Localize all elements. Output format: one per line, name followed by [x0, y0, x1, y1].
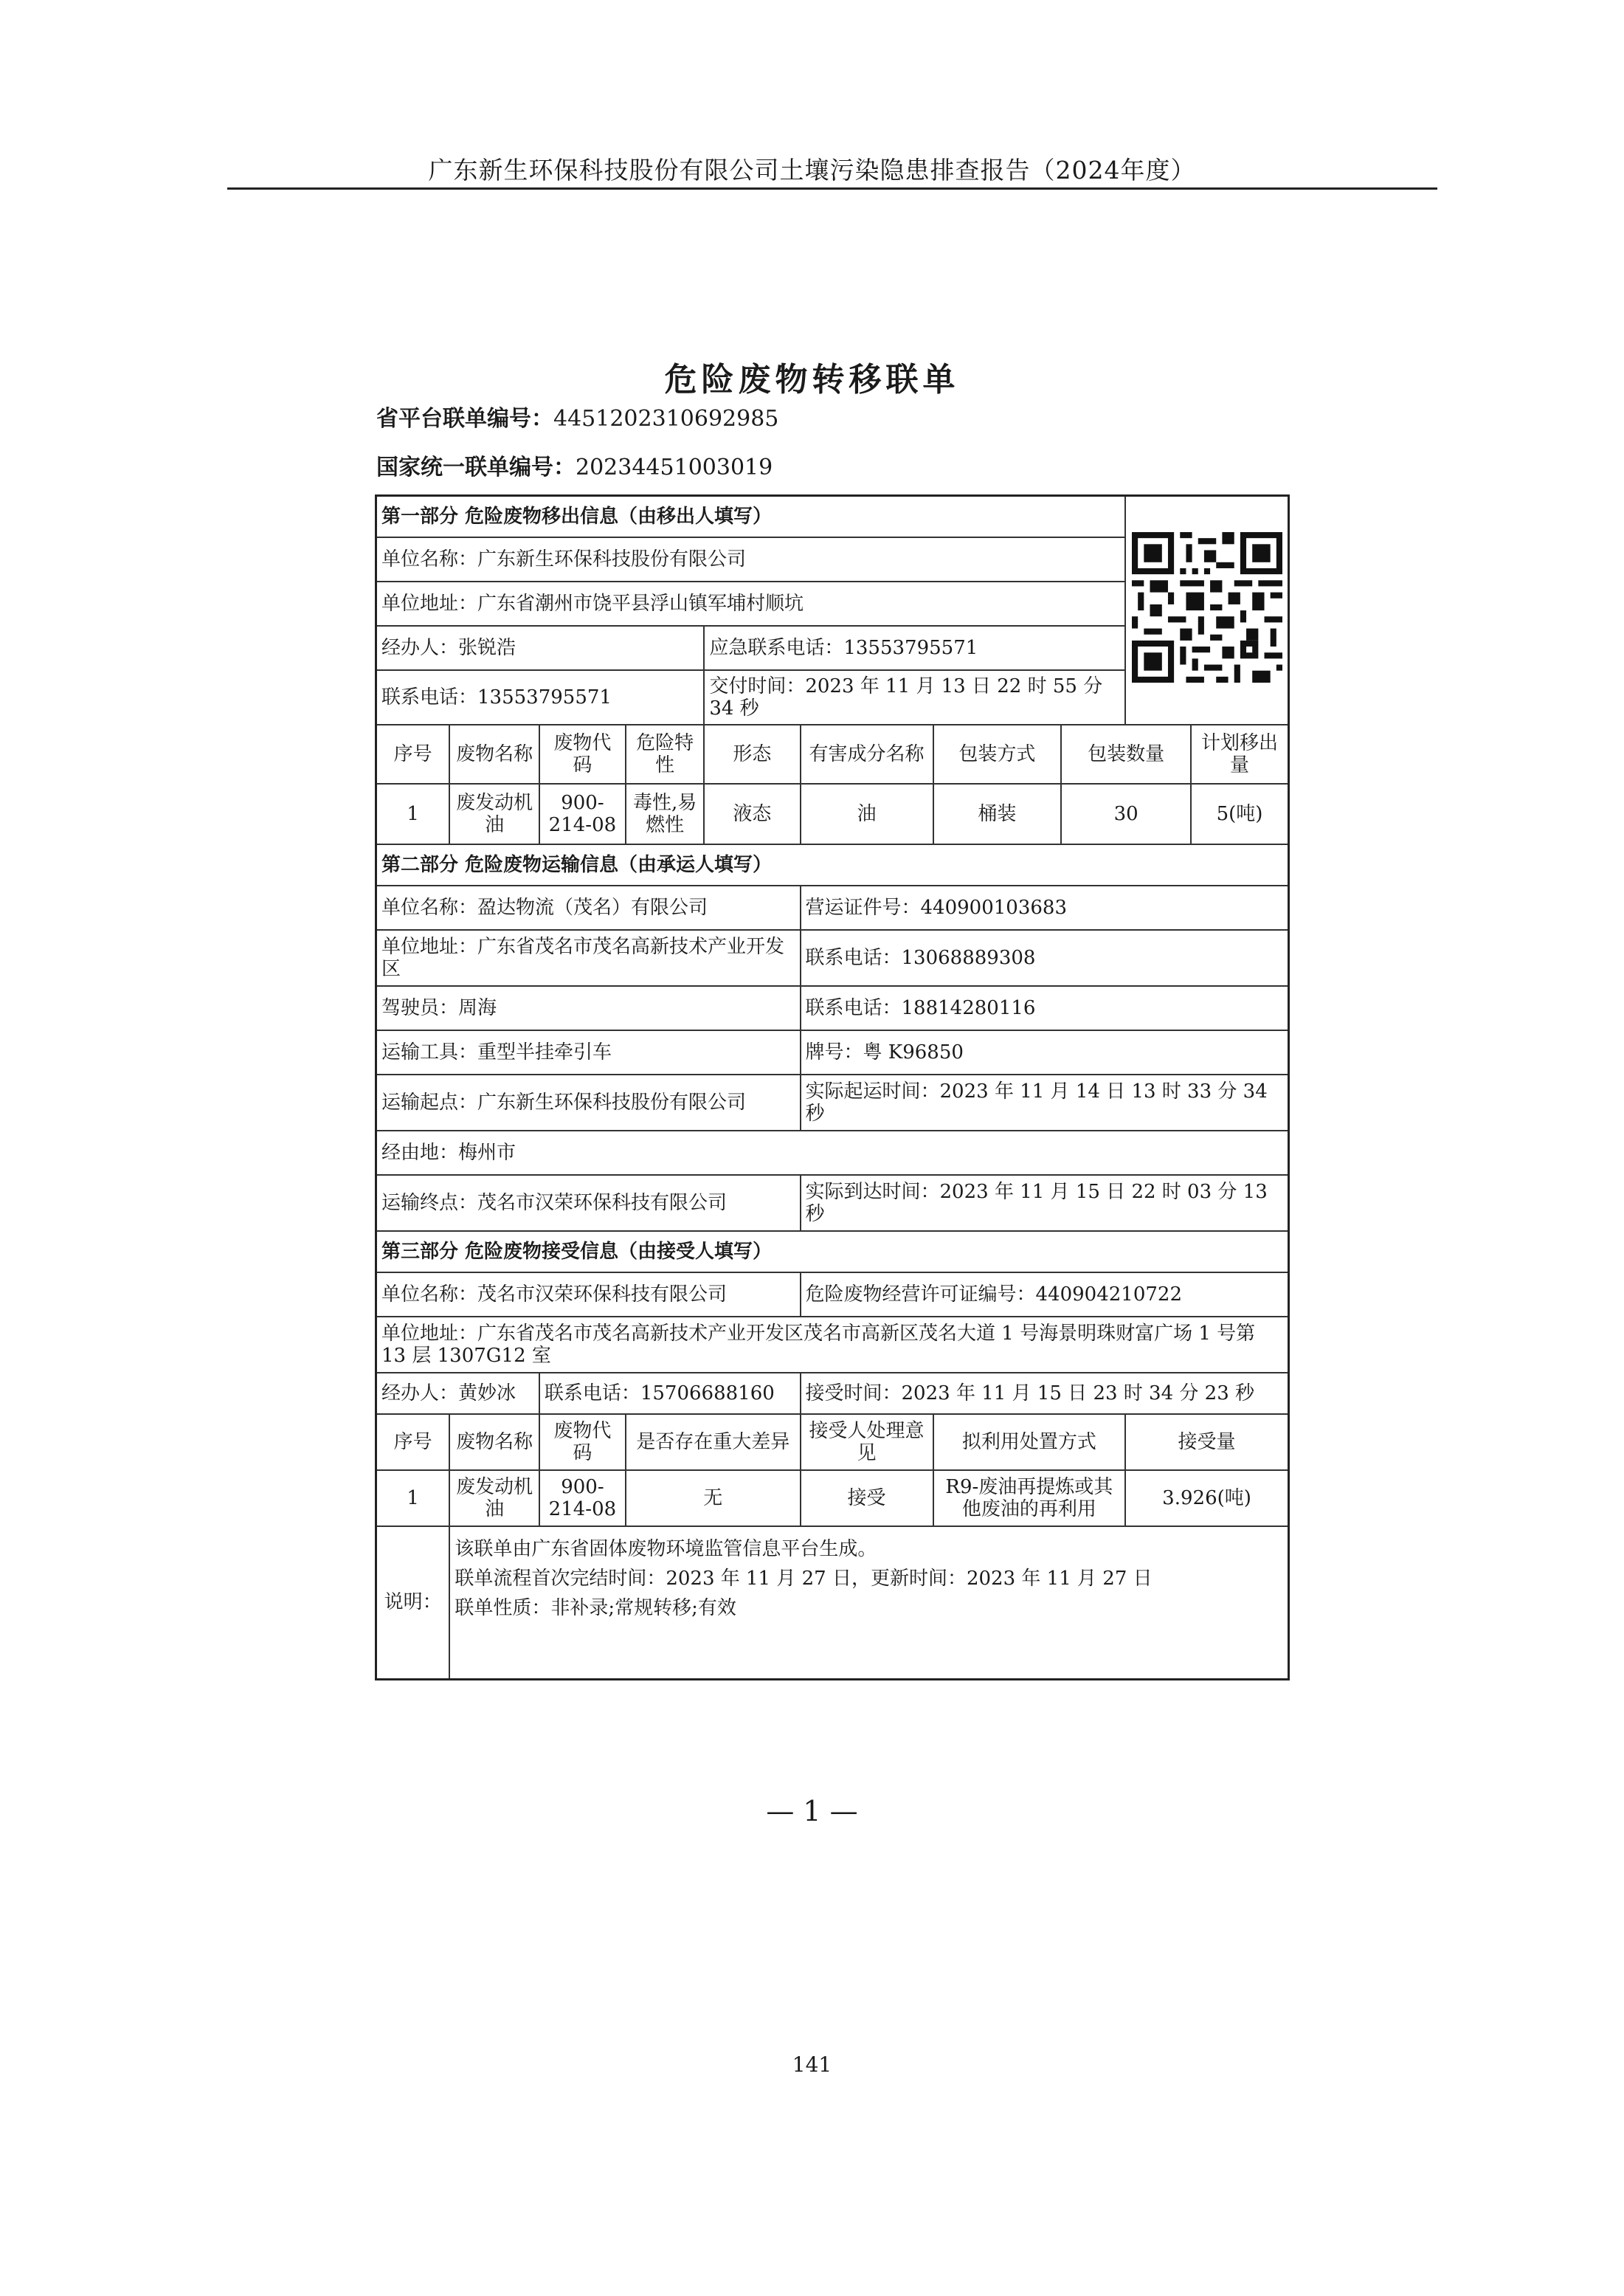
part1-col-header: 序号: [376, 725, 450, 784]
part2-depart-time: 实际起运时间：2023 年 11 月 14 日 13 时 33 分 34 秒: [801, 1075, 1289, 1131]
part2-plate: 牌号：粤 K96850: [801, 1030, 1289, 1075]
part1-cell: 液态: [704, 784, 800, 844]
part1-cell: 桶装: [933, 784, 1062, 844]
part1-unit-address: 单位地址：广东省潮州市饶平县浮山镇军埔村顺坑: [376, 582, 1126, 626]
national-number-line: [376, 449, 773, 481]
part3-receive-time: 接受时间：2023 年 11 月 15 日 23 时 34 分 23 秒: [801, 1373, 1289, 1414]
notes-line: 联单性质：非补录;常规转移;有效: [455, 1596, 736, 1619]
part1-cell: 油: [801, 784, 933, 844]
part1-handler: 经办人：张锐浩: [376, 626, 705, 670]
part3-col-header: 拟利用处置方式: [933, 1414, 1125, 1470]
part1-col-header: 废物名称: [449, 725, 539, 784]
part2-arrive-time: 实际到达时间：2023 年 11 月 15 日 22 时 03 分 13 秒: [801, 1175, 1289, 1231]
part3-phone: 联系电话：15706688160: [539, 1373, 801, 1414]
part1-col-header: 形态: [704, 725, 800, 784]
qr-cell: [1125, 496, 1288, 725]
table-row: [376, 784, 1289, 844]
part3-cell: 3.926(吨): [1125, 1470, 1288, 1526]
part2-heading: 第二部分 危险废物运输信息（由承运人填写）: [376, 844, 1289, 886]
part3-col-header: 废物名称: [449, 1414, 539, 1470]
part1-unit-name: 单位名称：广东新生环保科技股份有限公司: [376, 537, 1126, 582]
part1-cell: 废发动机油: [449, 784, 539, 844]
notes-line: 该联单由广东省固体废物环境监管信息平台生成。: [455, 1537, 877, 1560]
part1-heading: 第一部分 危险废物移出信息（由移出人填写）: [376, 496, 1126, 537]
part2-driver: 驾驶员：周海: [376, 986, 801, 1030]
notes-label: 说明：: [376, 1526, 450, 1680]
part2-phone1: 联系电话：13068889308: [801, 930, 1289, 986]
national-number-value: 20234451003019: [576, 455, 773, 480]
part2-destination: 运输终点：茂名市汉荣环保科技有限公司: [376, 1175, 801, 1231]
part1-cell: 900-214-08: [539, 784, 626, 844]
table-row: [376, 1470, 1289, 1526]
part1-cell: 5(吨): [1191, 784, 1288, 844]
part2-unit-address: 单位地址：广东省茂名市茂名高新技术产业开发区: [376, 930, 801, 986]
part3-column-header-row: [376, 1414, 1289, 1470]
report-header: 广东新生环保科技股份有限公司土壤污染隐患排查报告（2024年度）: [428, 156, 1196, 185]
part1-col-header: 计划移出量: [1191, 725, 1288, 784]
part3-col-header: 接受人处理意见: [801, 1414, 933, 1470]
notes-body: [449, 1526, 1288, 1680]
part3-cell: 废发动机油: [449, 1470, 539, 1526]
part1-col-header: 包装数量: [1061, 725, 1191, 784]
part1-phone: 联系电话：13553795571: [376, 670, 705, 725]
part3-col-header: 序号: [376, 1414, 450, 1470]
part2-via: 经由地：梅州市: [376, 1131, 1289, 1175]
platform-number-line: [376, 400, 778, 432]
notes-line: 联单流程首次完结时间：2023 年 11 月 27 日，更新时间：2023 年 11 月 27 日: [455, 1567, 1153, 1590]
qr-code-icon: [1132, 532, 1282, 683]
part1-col-header: 包装方式: [933, 725, 1062, 784]
part3-handler: 经办人：黄妙冰: [376, 1373, 539, 1414]
part3-cell: 900-214-08: [539, 1470, 626, 1526]
part1-emergency-phone: 应急联系电话：13553795571: [704, 626, 1125, 670]
part1-cell: 毒性,易燃性: [626, 784, 704, 844]
part1-delivery-time: 交付时间：2023 年 11 月 13 日 22 时 55 分 34 秒: [704, 670, 1125, 725]
part3-permit-no: 危险废物经营许可证编号：440904210722: [801, 1272, 1289, 1317]
national-number-label: 国家统一联单编号：: [376, 455, 576, 480]
part2-vehicle: 运输工具：重型半挂牵引车: [376, 1030, 801, 1075]
part1-column-header-row: [376, 725, 1289, 784]
part3-col-header: 是否存在重大差异: [626, 1414, 801, 1470]
part2-license-no: 营运证件号：440900103683: [801, 886, 1289, 930]
part3-cell: 接受: [801, 1470, 933, 1526]
part3-heading: 第三部分 危险废物接受信息（由接受人填写）: [376, 1231, 1289, 1272]
part3-col-header: 废物代码: [539, 1414, 626, 1470]
part1-col-header: 危险特性: [626, 725, 704, 784]
part2-phone2: 联系电话：18814280116: [801, 986, 1289, 1030]
part1-col-header: 有害成分名称: [801, 725, 933, 784]
part3-unit-address: 单位地址：广东省茂名市茂名高新技术产业开发区茂名市高新区茂名大道 1 号海景明珠财富广场 1 号第 13 层 1307G12 室: [376, 1317, 1289, 1373]
header-rule: [227, 187, 1437, 190]
part2-origin: 运输起点：广东新生环保科技股份有限公司: [376, 1075, 801, 1131]
part3-col-header: 接受量: [1125, 1414, 1288, 1470]
part1-cell: 30: [1061, 784, 1191, 844]
part3-unit-name: 单位名称：茂名市汉荣环保科技有限公司: [376, 1272, 801, 1317]
part3-cell: 1: [376, 1470, 450, 1526]
transfer-manifest-table: [375, 494, 1290, 1680]
part1-cell: 1: [376, 784, 450, 844]
document-title: 危险废物转移联单: [664, 361, 960, 399]
platform-number-value: 4451202310692985: [553, 406, 779, 432]
part2-unit-name: 单位名称：盈达物流（茂名）有限公司: [376, 886, 801, 930]
page-number: 141: [792, 2052, 832, 2077]
part3-cell: 无: [626, 1470, 801, 1526]
platform-number-label: 省平台联单编号：: [376, 406, 553, 432]
part3-cell: R9-废油再提炼或其他废油的再利用: [933, 1470, 1125, 1526]
part1-col-header: 废物代码: [539, 725, 626, 784]
page-mark: — 1 —: [766, 1795, 858, 1827]
